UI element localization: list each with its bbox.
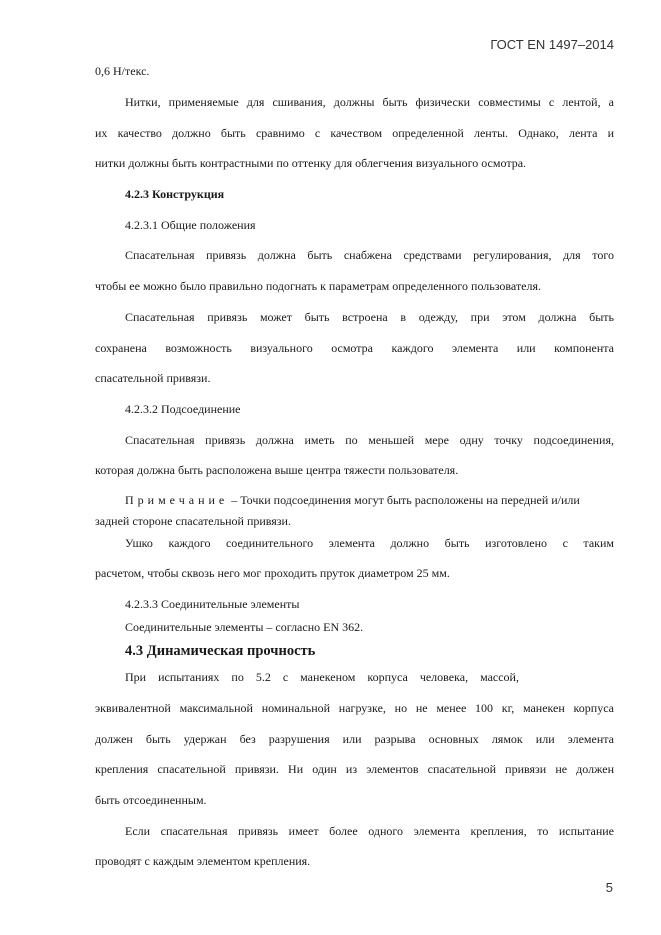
note-line xyxy=(125,493,614,507)
note-line: задней стороне спасательной привязи. xyxy=(95,514,291,528)
note-label: Примечание xyxy=(125,493,229,507)
text-line: эквивалентной максимальной номинальной нагрузке, но не менее 100 кг, манекен корпуса xyxy=(95,701,614,715)
subsection-heading-4-2-3-3: 4.2.3.3 Соединительные элементы xyxy=(125,597,300,611)
text-line: Соединительные элементы – согласно EN 362. xyxy=(125,620,364,634)
subsection-heading-4-2-3-1: 4.2.3.1 Общие положения xyxy=(125,218,256,232)
text-line: которая должна быть расположена выше центра тяжести пользователя. xyxy=(95,463,459,477)
text-line: быть отсоединенным. xyxy=(95,793,207,807)
text-line: крепления спасательной привязи. Ни один из элементов спасательной привязи не должен xyxy=(95,762,614,776)
text-line: Если спасательная привязь имеет более одного элемента крепления, то испытание xyxy=(125,824,614,838)
section-heading-4-3: 4.3 Динамическая прочность xyxy=(125,643,316,659)
text-line: сохранена возможность визуального осмотра каждого элемента или компонента xyxy=(95,341,614,355)
page-number: 5 xyxy=(605,880,613,895)
text-line: 0,6 Н/текс. xyxy=(95,64,150,78)
text-line: расчетом, чтобы сквозь него мог проходить пруток диаметром 25 мм. xyxy=(95,566,450,580)
text-line: чтобы ее можно было правильно подогнать к параметрам определенного пользователя. xyxy=(95,279,542,293)
text-line: должен быть удержан без разрушения или разрыва основных лямок или элемента xyxy=(95,732,614,746)
text-line: спасательной привязи. xyxy=(95,371,211,385)
text-line: проводят с каждым элементом крепления. xyxy=(95,854,311,868)
text-line: При испытаниях по 5.2 с манекеном корпуса человека, массой, xyxy=(125,670,519,684)
subsection-heading-4-2-3-2: 4.2.3.2 Подсоединение xyxy=(125,402,241,416)
text-line: их качество должно быть сравнимо с качеством определенной ленты. Однако, лента и xyxy=(95,126,614,140)
text-line: нитки должны быть контрастными по оттенку для облегчения визуального осмотра. xyxy=(95,156,527,170)
text-line: Спасательная привязь может быть встроена в одежду, при этом должна быть xyxy=(125,310,614,324)
note-text: – Точки подсоединения могут быть расположены на передней и/или xyxy=(228,493,580,507)
text-line: Спасательная привязь должна быть снабжена средствами регулирования, для того xyxy=(125,248,614,262)
document-header: ГОСТ EN 1497–2014 xyxy=(490,37,614,52)
section-heading-4-2-3: 4.2.3 Конструкция xyxy=(125,187,225,201)
text-line: Ушко каждого соединительного элемента должно быть изготовлено с таким xyxy=(125,536,614,550)
text-line: Спасательная привязь должна иметь по меньшей мере одну точку подсоединения, xyxy=(125,433,614,447)
text-line: Нитки, применяемые для сшивания, должны быть физически совместимы с лентой, а xyxy=(125,95,614,109)
